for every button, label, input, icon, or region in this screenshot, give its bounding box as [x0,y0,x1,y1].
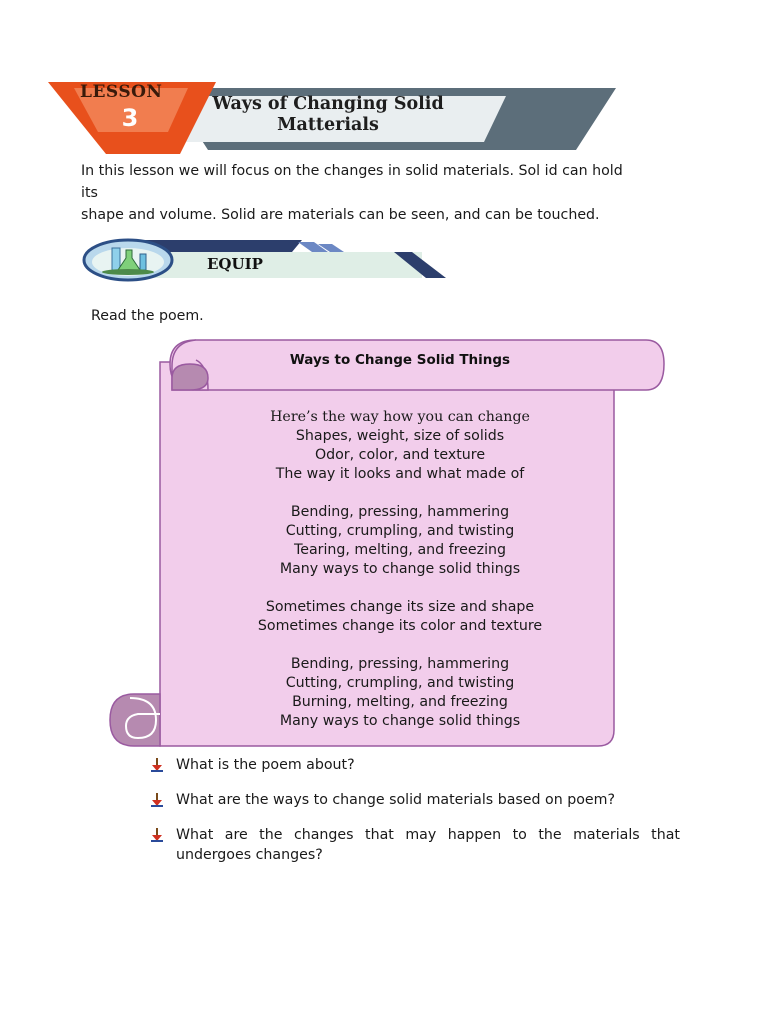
lesson-label: LESSON [80,82,163,102]
question-item [150,790,680,810]
poem-line: Cutting, crumpling, and twisting [285,675,515,691]
poem-line: Burning, melting, and freezing [292,694,508,710]
poem-title: Ways to Change Solid Things [289,352,511,368]
intro-paragraph [81,160,641,226]
lesson-number: 3 [121,104,139,132]
question-item [150,825,680,865]
poem-line: Many ways to change solid things [279,561,521,577]
poem-line: Odor, color, and texture [314,447,486,463]
arrow-bullet-icon [150,828,164,842]
poem-body [200,408,600,731]
arrow-bullet-icon [150,758,164,772]
poem-line: Sometimes change its size and shape [265,599,535,615]
equip-banner [82,236,450,282]
question-item [150,755,680,775]
stanza-gap [200,636,600,655]
poem-line: Tearing, melting, and freezing [293,542,507,558]
poem-line: Sometimes change its color and texture [257,618,543,634]
arrow-bullet-icon [150,793,164,807]
question-text: What is the poem about? [176,757,355,773]
lesson-title-line1: Ways of Changing Solid [212,94,444,114]
lesson-title-line2: Matterials [277,115,379,135]
stanza-gap [200,484,600,503]
poem-line: Shapes, weight, size of solids [295,428,505,444]
question-text: What are the ways to change solid materials based on poem? [176,792,615,808]
question-text: What are the changes that may happen to the materials that undergoes changes? [176,827,680,863]
poem-line: Cutting, crumpling, and twisting [285,523,515,539]
lab-flask-icon [84,240,172,280]
poem-line: Bending, pressing, hammering [290,656,510,672]
poem-instruction: Read the poem. [91,308,204,324]
poem-line: Many ways to change solid things [279,713,521,729]
intro-line: In this lesson we will focus on the changes in solid materials. Sol id can hold its [81,163,623,201]
poem-line: Here’s the way how you can change [270,409,530,425]
poem-line: The way it looks and what made of [275,466,525,482]
poem-line: Bending, pressing, hammering [290,504,510,520]
equip-label: EQUIP [207,255,263,273]
intro-line: shape and volume. Solid are materials can be seen, and can be touched. [81,207,600,223]
stanza-gap [200,579,600,598]
lesson-title [198,94,458,136]
question-list [150,755,680,880]
